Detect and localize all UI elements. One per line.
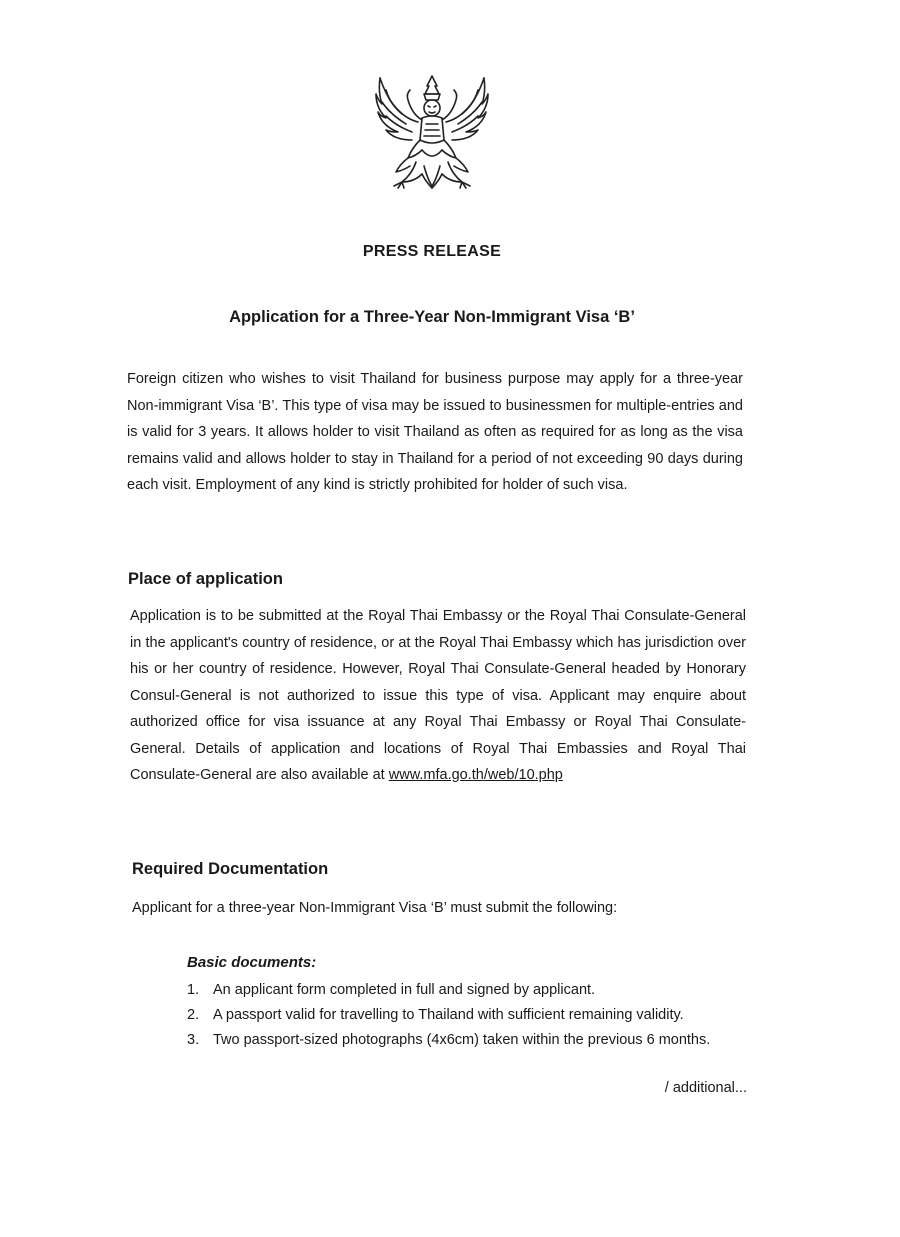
list-item-text: A passport valid for travelling to Thailand with sufficient remaining validity. [213,1007,684,1023]
basic-documents-list [187,978,710,1053]
list-item-text: Two passport-sized photographs (4x6cm) taken within the previous 6 months. [213,1032,711,1048]
place-of-application-heading: Place of application [128,570,283,588]
list-item-number: 2. [187,1007,200,1023]
place-of-application-paragraph [130,603,746,789]
document-title: Application for a Three-Year Non-Immigrant Visa ‘B’ [229,308,635,326]
garuda-emblem-icon [372,70,492,192]
required-documentation-intro: Applicant for a three-year Non-Immigrant Visa ‘B’ must submit the following: [132,900,618,916]
list-item-number: 1. [187,982,200,998]
basic-documents-heading: Basic documents: [187,954,317,971]
list-item-number: 3. [187,1032,200,1048]
press-release-label: PRESS RELEASE [362,243,502,260]
list-item-text: An applicant form completed in full and signed by applicant. [213,982,596,998]
intro-paragraph: Foreign citizen who wishes to visit Thailand for business purpose may apply for a three-year Non-immigrant Visa ‘B’. This type of visa may be issued to businessmen for multiple-entries and is valid for 3 years. It allows holder to visit Thailand as often as required for as long as the visa remains valid and allows holder to stay in Thailand for a period of not exceeding 90 days during each visit. Employment of any kind is strictly prohibited for holder of such visa. [127,371,743,493]
list-item [187,1003,710,1028]
continued-note: / additional... [664,1080,747,1096]
list-item [187,978,710,1003]
required-documentation-heading: Required Documentation [132,860,329,878]
place-of-application-text: Application is to be submitted at the Royal Thai Embassy or the Royal Thai Consulate-General in the applicant's country of residence, or at the Royal Thai Embassy which has jurisdiction over his or her country of residence. However, Royal Thai Consulate-General headed by Honorary Consul-General is not authorized to issue this type of visa. Applicant may enquire about authorized office for visa issuance at any Royal Thai Embassy or Royal Thai Consulate-General. Details of application and locations of Royal Thai Embassies and Royal Thai Consulate-General are also available at [130,608,746,783]
mfa-website-link[interactable]: www.mfa.go.th/web/10.php [388,767,563,783]
list-item [187,1028,710,1053]
